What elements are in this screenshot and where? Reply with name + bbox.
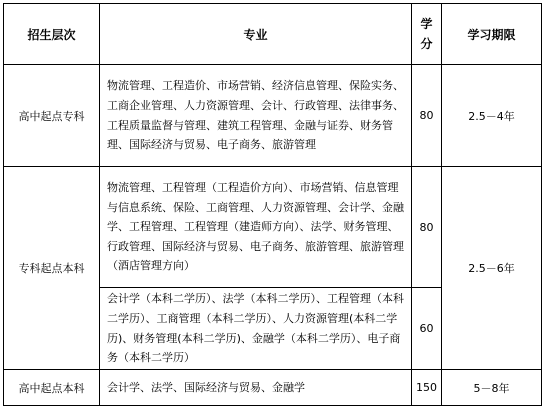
admission-table xyxy=(3,3,542,406)
majors-cell: 会计学、法学、国际经济与贸易、金融学 xyxy=(100,370,412,406)
period-cell: 2.5－6年 xyxy=(442,167,542,370)
table-row xyxy=(4,370,542,406)
table-row xyxy=(4,65,542,167)
table-row xyxy=(4,167,542,288)
majors-cell: 会计学（本科二学历）、法学（本科二学历）、工程管理（本科二学历）、工商管理（本科二学历）、人力资源管理(本科二学历)、财务管理(本科二学历)、金融学（本科二学历）、电子商务（本科二学历） xyxy=(100,288,412,370)
credit-cell: 150 xyxy=(412,370,442,406)
level-cell: 高中起点本科 xyxy=(4,370,100,406)
header-credit xyxy=(412,4,442,65)
header-level: 招生层次 xyxy=(4,4,100,65)
period-cell: 5－8年 xyxy=(442,370,542,406)
level-cell: 专科起点本科 xyxy=(4,167,100,370)
header-period: 学习期限 xyxy=(442,4,542,65)
header-credit-line1: 学 xyxy=(420,17,433,31)
majors-cell: 物流管理、工程造价、市场营销、经济信息管理、保险实务、工商企业管理、人力资源管理、会计、行政管理、法律事务、工程质量监督与管理、建筑工程管理、金融与证券、财务管理、国际经济与贸易、电子商务、旅游管理 xyxy=(100,65,412,167)
header-row xyxy=(4,4,542,65)
level-cell: 高中起点专科 xyxy=(4,65,100,167)
credit-cell: 80 xyxy=(412,167,442,288)
period-cell: 2.5－4年 xyxy=(442,65,542,167)
majors-cell: 物流管理、工程管理（工程造价方向）、市场营销、信息管理与信息系统、保险、工商管理、人力资源管理、会计学、金融学、工程管理、工程管理（建造师方向）、法学、财务管理、行政管理、国际经济与贸易、电子商务、旅游管理、旅游管理（酒店管理方向） xyxy=(100,167,412,288)
header-major: 专业 xyxy=(100,4,412,65)
header-credit-line2: 分 xyxy=(420,37,433,51)
credit-cell: 60 xyxy=(412,288,442,370)
credit-cell: 80 xyxy=(412,65,442,167)
